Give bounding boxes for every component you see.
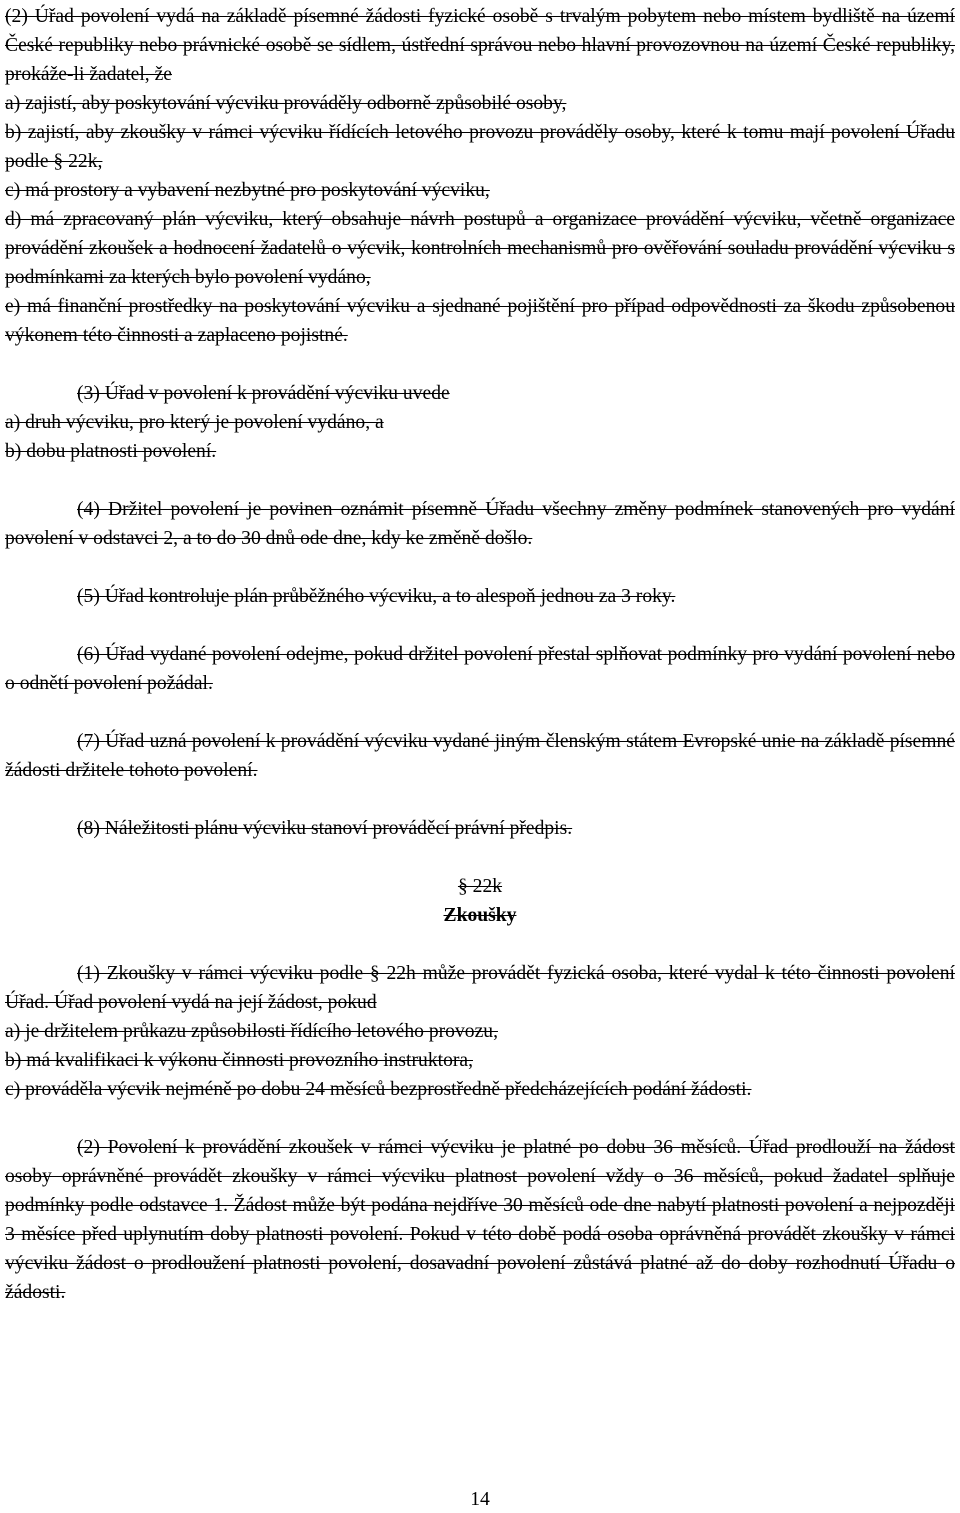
section-22j-paragraph-6: (6) Úřad vydané povolení odejme, pokud držitel povolení přestal splňovat podmínky pro vydání povolení nebo o odnětí povolení požádal.: [5, 644, 955, 694]
section-22j-paragraph-2: [5, 2, 955, 350]
paragraph-2-item-e: e) má finanční prostředky na poskytování výcviku a sjednané pojištění pro případ odpovědnosti za škodu způsobenou výkonem této činnosti a zaplaceno pojistné.: [5, 296, 955, 346]
paragraph-1-item-c: c) prováděla výcvik nejméně po dobu 24 měsíců bezprostředně předcházejících podání žádosti.: [5, 1079, 752, 1100]
section-22j-paragraph-3: [5, 379, 955, 466]
paragraph-3-item-a: a) druh výcviku, pro který je povolení vydáno, a: [5, 412, 384, 433]
section-22k-paragraph-2: (2) Povolení k provádění zkoušek v rámci výcviku je platné po dobu 36 měsíců. Úřad prodlouží na žádost osoby oprávněné provádět zkoušky v rámci výcviku platnost povolení vždy o 36 měsíců, pokud žadatel splňuje podmínky podle odstavce 1. Žádost může být podána nejdříve 30 měsíců ode dne nabytí platnosti povolení a nejpozději 3 měsíce před uplynutím doby platnosti povolení. Pokud v této době podá osoba oprávněná provádět zkoušky v rámci výcviku žádost o prodloužení platnosti povolení, dosavadní povolení zůstává platné až do doby rozhodnutí Úřadu o žádosti.: [5, 1137, 955, 1303]
section-22j-paragraph-8: (8) Náležitosti plánu výcviku stanoví prováděcí právní předpis.: [77, 818, 573, 839]
paragraph-1-item-b: b) má kvalifikaci k výkonu činnosti provozního instruktora,: [5, 1050, 473, 1071]
section-22k-paragraph-1: [5, 959, 955, 1104]
document-page: [5, 2, 955, 1307]
paragraph-2-intro: (2) Úřad povolení vydá na základě písemné žádosti fyzické osobě s trvalým pobytem nebo místem bydliště na území České republiky nebo právnické osobě se sídlem, ústřední správou nebo hlavní provozovnou na území České republiky, prokáže-li žadatel, že: [5, 6, 955, 85]
paragraph-1-item-a: a) je držitelem průkazu způsobilosti řídícího letového provozu,: [5, 1021, 498, 1042]
paragraph-3-intro: (3) Úřad v povolení k provádění výcviku uvede: [77, 383, 450, 404]
section-22k-heading: [5, 872, 955, 930]
section-22j-paragraph-5: (5) Úřad kontroluje plán průběžného výcviku, a to alespoň jednou za 3 roky.: [77, 586, 676, 607]
paragraph-2-item-b: b) zajistí, aby zkoušky v rámci výcviku řídících letového provozu prováděly osoby, které k tomu mají povolení Úřadu podle § 22k,: [5, 122, 955, 172]
paragraph-1-intro: (1) Zkoušky v rámci výcviku podle § 22h může provádět fyzická osoba, které vydal k této činnosti povolení Úřad. Úřad povolení vydá na její žádost, pokud: [5, 963, 955, 1013]
paragraph-2-item-d: d) má zpracovaný plán výcviku, který obsahuje návrh postupů a organizace provádění výcviku, včetně organizace provádění zkoušek a hodnocení žadatelů o výcvik, kontrolních mechanismů pro ověřování souladu provádění výcviku s podmínkami za kterých bylo povolení vydáno,: [5, 209, 955, 288]
paragraph-2-item-a: a) zajistí, aby poskytování výcviku prováděly odborně způsobilé osoby,: [5, 93, 567, 114]
section-22j-paragraph-7: (7) Úřad uzná povolení k provádění výcviku vydané jiným členským státem Evropské unie na základě písemné žádosti držitele tohoto povolení.: [5, 731, 955, 781]
page-number: 14: [470, 1489, 490, 1510]
paragraph-2-item-c: c) má prostory a vybavení nezbytné pro poskytování výcviku,: [5, 180, 490, 201]
section-number: § 22k: [457, 876, 503, 897]
section-title: Zkoušky: [443, 905, 517, 926]
paragraph-3-item-b: b) dobu platnosti povolení.: [5, 441, 217, 462]
section-22j-paragraph-4: (4) Držitel povolení je povinen oznámit písemně Úřadu všechny změny podmínek stanovených pro vydání povolení v odstavci 2, a to do 30 dnů ode dne, kdy ke změně došlo.: [5, 499, 955, 549]
